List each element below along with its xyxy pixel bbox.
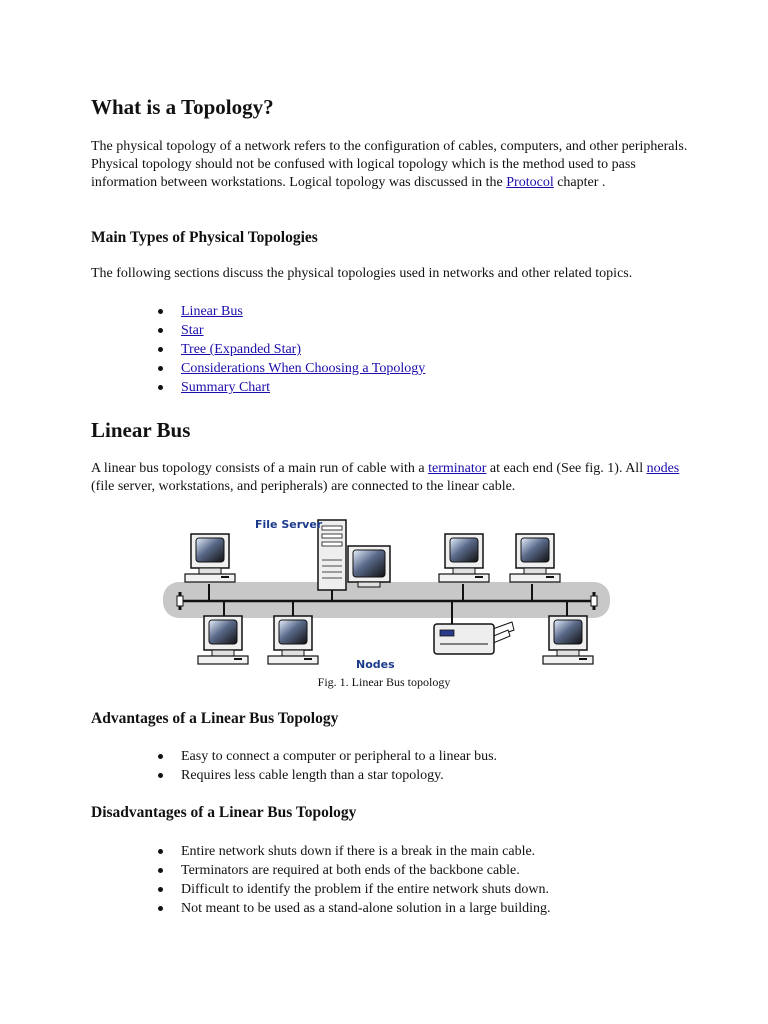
computer-icon xyxy=(510,534,560,582)
link-tree[interactable]: Tree (Expanded Star) xyxy=(181,342,302,357)
list-item: Easy to connect a computer or peripheral to a linear bus. xyxy=(158,747,497,766)
computer-icon xyxy=(185,534,235,582)
paragraph-text: The physical topology of a network refers to the configuration of cables, computers, and other peripherals. Physical topology should not be confused with logical topology which is the method used to pass information between workstations. Logical topology was discussed in the xyxy=(91,139,688,190)
heading-disadvantages: Disadvantages of a Linear Bus Topology xyxy=(91,804,357,821)
label-nodes: Nodes xyxy=(356,658,395,671)
topology-link-list xyxy=(158,302,425,397)
paragraph-text: at each end (See fig. 1). All xyxy=(486,461,647,476)
paragraph-text: (file server, workstations, and peripherals) are connected to the linear cable. xyxy=(91,479,516,494)
computer-icon xyxy=(439,534,489,582)
link-protocol[interactable]: Protocol xyxy=(506,175,554,190)
computer-icon xyxy=(268,616,318,664)
computer-icon xyxy=(198,616,248,664)
link-considerations[interactable]: Considerations When Choosing a Topology xyxy=(181,361,426,376)
list-item xyxy=(158,321,425,340)
list-item xyxy=(158,359,425,378)
list-item: Requires less cable length than a star topology. xyxy=(158,766,497,785)
list-item: Not meant to be used as a stand-alone solution in a large building. xyxy=(158,899,551,918)
list-item xyxy=(158,378,425,397)
link-star[interactable]: Star xyxy=(181,323,204,338)
printer-icon xyxy=(434,622,514,654)
heading-what-is-topology: What is a Topology? xyxy=(91,95,274,119)
heading-main-types: Main Types of Physical Topologies xyxy=(91,229,318,246)
figure-caption: Fig. 1. Linear Bus topology xyxy=(317,675,451,689)
paragraph-tail: chapter . xyxy=(553,175,606,190)
paragraph-intro-topologies: The following sections discuss the physical topologies used in networks and other related topics. xyxy=(91,266,633,281)
link-summary-chart[interactable]: Summary Chart xyxy=(181,380,271,395)
link-linear-bus[interactable]: Linear Bus xyxy=(181,304,243,319)
heading-advantages: Advantages of a Linear Bus Topology xyxy=(91,710,339,727)
list-item: Difficult to identify the problem if the entire network shuts down. xyxy=(158,880,551,899)
heading-linear-bus: Linear Bus xyxy=(91,418,191,442)
advantages-list xyxy=(158,747,497,785)
list-item xyxy=(158,340,425,359)
label-file-server: File Server xyxy=(255,518,323,531)
monitor-icon xyxy=(348,546,390,587)
linear-bus-diagram xyxy=(160,512,612,672)
disadvantages-list xyxy=(158,842,551,918)
paragraph-linear-bus xyxy=(91,460,691,496)
list-item: Terminators are required at both ends of the backbone cable. xyxy=(158,861,551,880)
paragraph-text: A linear bus topology consists of a main run of cable with a xyxy=(91,461,429,476)
list-item: Entire network shuts down if there is a break in the main cable. xyxy=(158,842,551,861)
paragraph-physical-topology xyxy=(91,138,691,192)
computer-icon xyxy=(543,616,593,664)
list-item xyxy=(158,302,425,321)
link-nodes[interactable]: nodes xyxy=(646,461,680,476)
link-terminator[interactable]: terminator xyxy=(428,461,487,476)
